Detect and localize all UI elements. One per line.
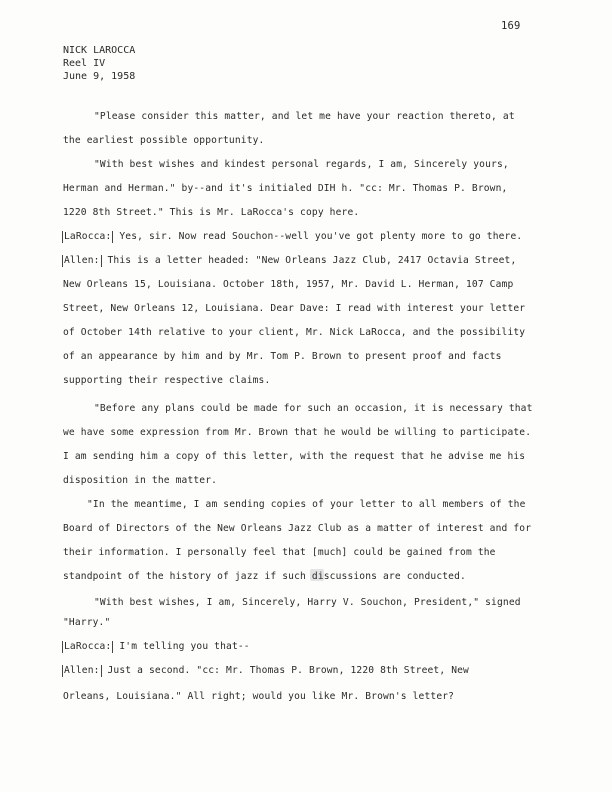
transcript-line <box>94 597 521 609</box>
line-text: New Orleans 15, Louisiana. October 18th, 1957, Mr. David L. Herman, 107 Camp <box>63 279 514 290</box>
transcript-line <box>63 571 466 583</box>
speaker-label: LaRocca: <box>64 641 112 652</box>
line-text: Orleans, Louisiana." All right; would you like Mr. Brown's letter? <box>63 691 455 702</box>
transcript-line <box>87 499 526 511</box>
line-text: "Please consider this matter, and let me have your reaction thereto, at <box>94 111 515 122</box>
transcript-line <box>62 231 522 243</box>
line-text: of October 14th relative to your client, Mr. Nick LaRocca, and the possibility <box>63 327 526 338</box>
line-text: "With best wishes and kindest personal regards, I am, Sincerely yours, <box>94 159 509 170</box>
line-text: the earliest possible opportunity. <box>63 135 265 146</box>
line-text: I'm telling you that-- <box>119 641 250 652</box>
line-text: Just a second. "cc: Mr. Thomas P. Brown, 1220 8th Street, New <box>107 665 469 676</box>
line-text: Herman and Herman." by--and it's initialed DIH h. "cc: Mr. Thomas P. Brown, <box>63 183 508 194</box>
line-text: 1220 8th Street." This is Mr. LaRocca's copy here. <box>63 207 360 218</box>
transcript-line <box>63 207 359 219</box>
transcript-line <box>63 375 270 387</box>
line-text: "Harry." <box>63 617 111 628</box>
transcript-line <box>94 403 533 415</box>
transcript-line <box>63 351 502 363</box>
transcript-header <box>63 44 135 83</box>
header-reel: Reel IV <box>63 58 106 69</box>
speaker-label: Allen: <box>64 665 100 676</box>
transcript-line <box>63 523 531 535</box>
transcript-line <box>63 547 496 559</box>
line-text: Street, New Orleans 12, Louisiana. Dear Dave: I read with interest your letter <box>63 303 526 314</box>
transcript-line <box>63 327 525 339</box>
transcript-line <box>63 475 217 487</box>
line-text: "Before any plans could be made for such an occasion, it is necessary that <box>94 403 533 414</box>
line-text: disposition in the matter. <box>63 475 218 486</box>
header-name: NICK LAROCCA <box>63 45 136 56</box>
line-text: I am sending him a copy of this letter, with the request that he advise me his <box>63 451 526 462</box>
page-number: 169 <box>501 20 521 32</box>
header-date: June 9, 1958 <box>63 71 136 82</box>
transcript-line <box>63 183 507 195</box>
line-text: This is a letter headed: "New Orleans Jazz Club, 2417 Octavia Street, <box>107 255 517 266</box>
line-text: their information. I personally feel that [much] could be gained from the <box>63 547 496 558</box>
speaker-label: Allen: <box>64 255 100 266</box>
speaker-label: LaRocca: <box>64 231 112 242</box>
transcript-line <box>94 111 515 123</box>
transcript-line <box>62 665 469 677</box>
line-text: "In the meantime, I am sending copies of your letter to all members of the <box>87 499 526 510</box>
line-text: Yes, sir. Now read Souchon--well you've got plenty more to go there. <box>119 231 523 242</box>
line-text: "With best wishes, I am, Sincerely, Harry V. Souchon, President," signed <box>94 597 521 608</box>
line-text: supporting their respective claims. <box>63 375 271 386</box>
transcript-line <box>62 641 250 653</box>
line-text: we have some expression from Mr. Brown that he would be willing to participate. <box>63 427 532 438</box>
line-text: standpoint of the history of jazz if such discussions are conducted. <box>63 571 466 582</box>
transcript-line <box>94 159 509 171</box>
line-text: of an appearance by him and by Mr. Tom P. Brown to present proof and facts <box>63 351 502 362</box>
transcript-line <box>62 255 516 267</box>
transcript-line <box>63 135 264 147</box>
transcript-line <box>63 451 525 463</box>
transcript-line <box>63 617 110 629</box>
transcript-line <box>63 427 531 439</box>
transcript-line <box>63 691 454 703</box>
transcript-line <box>63 303 525 315</box>
line-text: Board of Directors of the New Orleans Jazz Club as a matter of interest and for <box>63 523 532 534</box>
transcript-line <box>63 279 513 291</box>
